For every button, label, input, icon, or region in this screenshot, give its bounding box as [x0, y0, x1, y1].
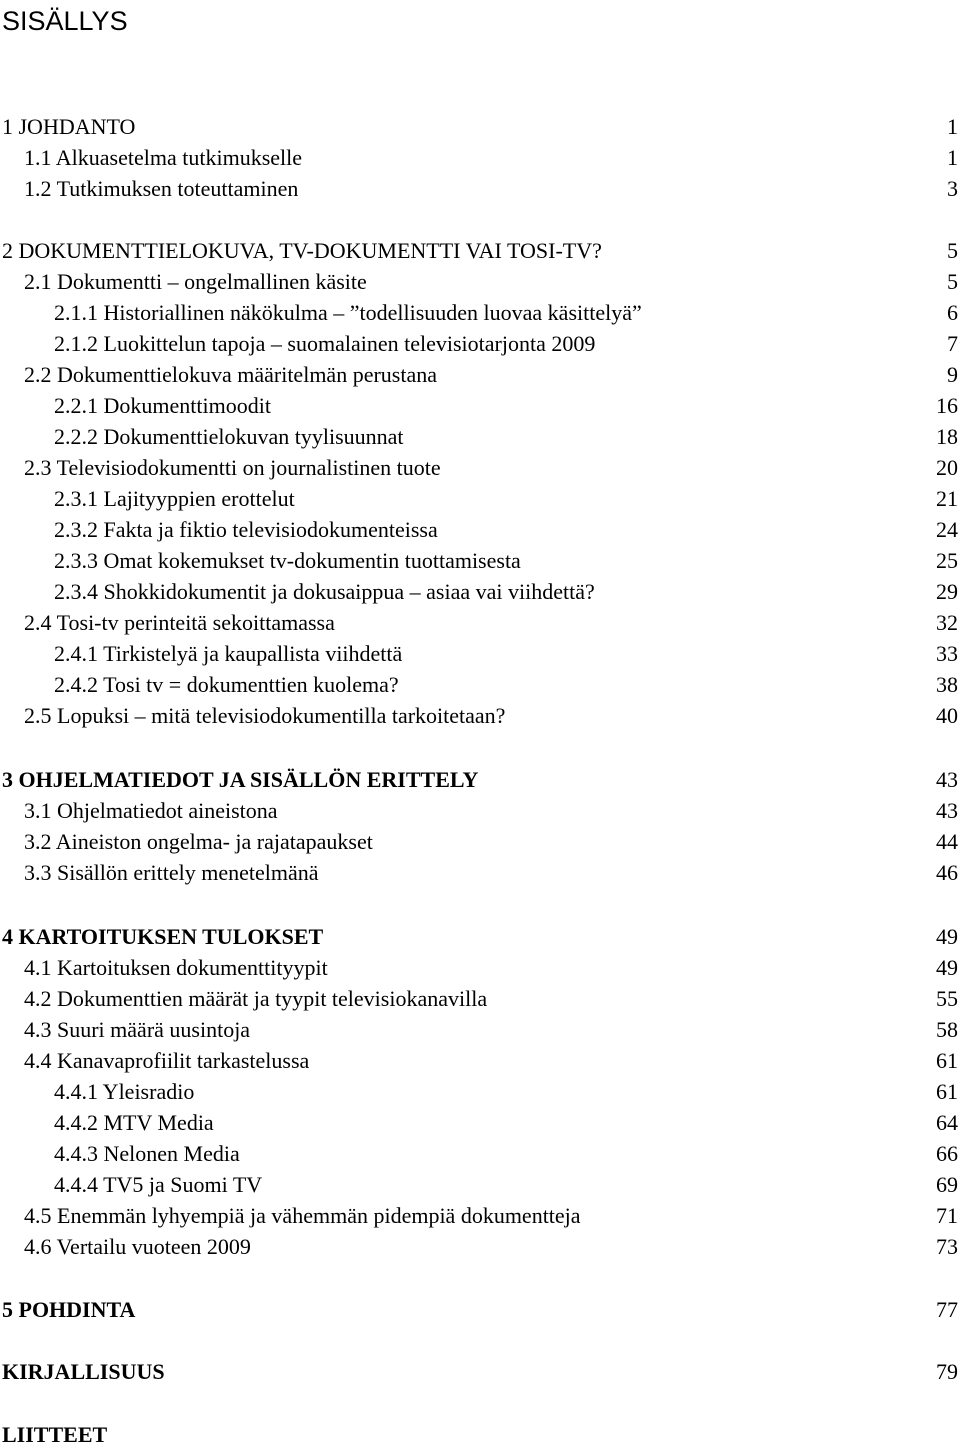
toc-entry-title: 1.2 Tutkimuksen toteuttaminen — [24, 176, 299, 201]
toc-entry-title: KIRJALLISUUS — [2, 1359, 165, 1384]
toc-entry — [0, 143, 960, 173]
toc-entry — [0, 953, 960, 983]
toc-entry — [0, 112, 960, 142]
toc-entry — [0, 1046, 960, 1076]
toc-entry-title: 3.2 Aineiston ongelma- ja rajatapaukset — [24, 829, 373, 854]
toc-entry-title: 2.3.1 Lajityyppien erottelut — [54, 486, 295, 511]
toc-entry-title: 4.2 Dokumenttien määrät ja tyypit televisiokanavilla — [24, 986, 488, 1011]
toc-entry-page: 32 — [936, 610, 958, 635]
toc-entry — [0, 484, 960, 514]
toc-entry-title: 4.4.4 TV5 ja Suomi TV — [54, 1172, 263, 1197]
toc-entry — [0, 1295, 960, 1325]
toc-entry-title: 2.4 Tosi-tv perinteitä sekoittamassa — [24, 610, 335, 635]
toc-entry-page: 1 — [947, 114, 958, 139]
toc-entry-title: 2.3.3 Omat kokemukset tv-dokumentin tuottamisesta — [54, 548, 521, 573]
toc-entry-page: 77 — [936, 1297, 958, 1322]
toc-entry-page: 64 — [936, 1110, 958, 1135]
toc-entry-page: 49 — [936, 955, 958, 980]
toc-entry-title: 4.4.3 Nelonen Media — [54, 1141, 240, 1166]
toc-entry — [0, 796, 960, 826]
toc-entry-title: 1 JOHDANTO — [2, 114, 136, 139]
toc-entry-page: 58 — [936, 1017, 958, 1042]
toc-entry — [0, 1108, 960, 1138]
toc-entry-title: 3.3 Sisällön erittely menetelmänä — [24, 860, 319, 885]
toc-entry — [0, 827, 960, 857]
toc-entry-title: 3.1 Ohjelmatiedot aineistona — [24, 798, 278, 823]
toc-entry — [0, 515, 960, 545]
toc-entry-title: 2.3.2 Fakta ja fiktio televisiodokumenteissa — [54, 517, 438, 542]
toc-entry — [0, 1232, 960, 1262]
toc-entry-page: 43 — [936, 798, 958, 823]
toc-entry-page: 16 — [936, 393, 958, 418]
toc-entry — [0, 577, 960, 607]
toc-entry-title: 4.6 Vertailu vuoteen 2009 — [24, 1234, 251, 1259]
toc-entry-title: 2.1 Dokumentti – ongelmallinen käsite — [24, 269, 367, 294]
toc-entry-title: 2.1.1 Historiallinen näkökulma – ”todellisuuden luovaa käsittelyä” — [54, 300, 642, 325]
toc-entry — [0, 174, 960, 204]
toc-entry — [0, 1170, 960, 1200]
toc-entry — [0, 391, 960, 421]
toc-entry-title: 4.5 Enemmän lyhyempiä ja vähemmän pidempiä dokumentteja — [24, 1203, 581, 1228]
toc-entry-title: 3 OHJELMATIEDOT JA SISÄLLÖN ERITTELY — [2, 767, 479, 792]
toc-entry — [0, 453, 960, 483]
toc-entry-page: 46 — [936, 860, 958, 885]
toc-entry-title: 2.2.2 Dokumenttielokuvan tyylisuunnat — [54, 424, 404, 449]
toc-entry — [0, 1420, 960, 1450]
toc-entry-page: 55 — [936, 986, 958, 1011]
toc-entry-page: 20 — [936, 455, 958, 480]
toc-entry-page: 5 — [947, 238, 958, 263]
toc-entry-page: 24 — [936, 517, 958, 542]
toc-entry-page: 5 — [947, 269, 958, 294]
toc-entry-title: 2.3.4 Shokkidokumentit ja dokusaippua – asiaa vai viihdettä? — [54, 579, 595, 604]
toc-entry-page: 18 — [936, 424, 958, 449]
toc-entry-page: 49 — [936, 924, 958, 949]
toc-entry — [0, 1077, 960, 1107]
toc-entry — [0, 236, 960, 266]
toc-entry-page: 61 — [936, 1048, 958, 1073]
page-title: SISÄLLYS — [2, 6, 128, 36]
toc-entry-title: 5 POHDINTA — [2, 1297, 136, 1322]
toc-entry-page: 44 — [936, 829, 958, 854]
toc-entry-title: 2.2 Dokumenttielokuva määritelmän perustana — [24, 362, 437, 387]
toc-entry-page: 43 — [936, 767, 958, 792]
toc-entry-page: 21 — [936, 486, 958, 511]
toc-entry-title: 2.2.1 Dokumenttimoodit — [54, 393, 271, 418]
toc-entry-title: 4.4 Kanavaprofiilit tarkastelussa — [24, 1048, 310, 1073]
toc-entry-page: 25 — [936, 548, 958, 573]
toc-entry-title: 2.4.2 Tosi tv = dokumenttien kuolema? — [54, 672, 399, 697]
toc-entry-title: 2.3 Televisiodokumentti on journalistinen tuote — [24, 455, 441, 480]
toc-entry-page: 61 — [936, 1079, 958, 1104]
toc-entry-page: 69 — [936, 1172, 958, 1197]
toc-entry — [0, 670, 960, 700]
toc-entry-title: 1.1 Alkuasetelma tutkimukselle — [24, 145, 303, 170]
toc-entry — [0, 298, 960, 328]
toc-entry-page: 9 — [947, 362, 958, 387]
toc-entry-page: 71 — [936, 1203, 958, 1228]
toc-entry-page: 79 — [936, 1359, 958, 1384]
toc-entry-page: 6 — [947, 300, 958, 325]
toc-entry — [0, 1357, 960, 1387]
toc-entry-title: 4.4.2 MTV Media — [54, 1110, 214, 1135]
toc-entry-page: 29 — [936, 579, 958, 604]
toc-entry-title: 4.3 Suuri määrä uusintoja — [24, 1017, 251, 1042]
toc-entry-page: 3 — [947, 176, 958, 201]
toc-entry-page: 73 — [936, 1234, 958, 1259]
toc-entry-page: 40 — [936, 703, 958, 728]
toc-entry-page: 33 — [936, 641, 958, 666]
toc-entry — [0, 329, 960, 359]
toc-entry-title: 2.4.1 Tirkistelyä ja kaupallista viihdettä — [54, 641, 403, 666]
toc-entry — [0, 1139, 960, 1169]
toc-entry — [0, 267, 960, 297]
toc-entry — [0, 1015, 960, 1045]
toc-entry — [0, 1201, 960, 1231]
toc-entry-title: 2.5 Lopuksi – mitä televisiodokumentilla tarkoitetaan? — [24, 703, 506, 728]
toc-entry — [0, 984, 960, 1014]
toc-entry-title: LIITTEET — [2, 1422, 108, 1447]
toc-entry-page: 7 — [947, 331, 958, 356]
toc-entry — [0, 765, 960, 795]
toc-entry-title: 4 KARTOITUKSEN TULOKSET — [2, 924, 324, 949]
toc-entry-page: 1 — [947, 145, 958, 170]
toc-entry-title: 4.4.1 Yleisradio — [54, 1079, 195, 1104]
toc-entry — [0, 422, 960, 452]
toc-entry — [0, 608, 960, 638]
toc-entry-title: 2.1.2 Luokittelun tapoja – suomalainen televisiotarjonta 2009 — [54, 331, 596, 356]
toc-entry — [0, 546, 960, 576]
toc-entry — [0, 858, 960, 888]
toc-entry-page: 66 — [936, 1141, 958, 1166]
toc-entry — [0, 922, 960, 952]
toc-entry-title: 2 DOKUMENTTIELOKUVA, TV-DOKUMENTTI VAI TOSI-TV? — [2, 238, 602, 263]
toc-entry — [0, 360, 960, 390]
toc-entry-page: 38 — [936, 672, 958, 697]
toc-entry — [0, 701, 960, 731]
toc-entry-title: 4.1 Kartoituksen dokumenttityypit — [24, 955, 328, 980]
toc-entry — [0, 639, 960, 669]
